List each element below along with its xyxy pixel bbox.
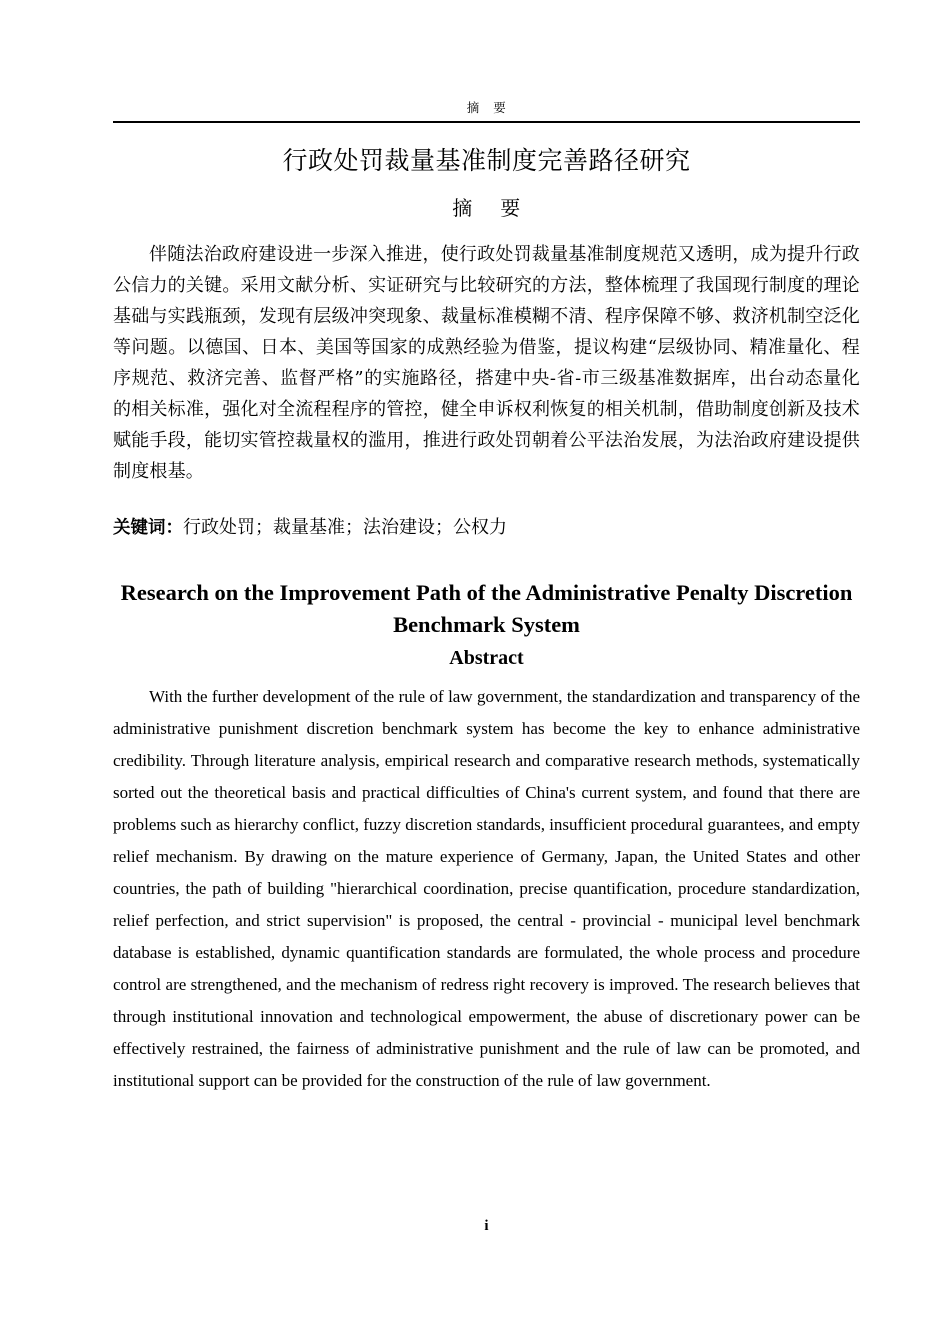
page-footer [113,1218,860,1235]
header-divider [113,121,860,123]
english-abstract-paragraph: With the further development of the rule of law government, the standardization and transparency of the administrative punishment discretion benchmark system has become the key to enhance administrative credibility. Through literature analysis, empirical research and comparative research methods, systematically sorted out the theoretical basis and practical difficulties of China's current system, and found that there are problems such as hierarchy conflict, fuzzy discretion standards, insufficient procedural guarantees, and empty relief mechanism. By drawing on the mature experience of Germany, Japan, the United States and other countries, the path of building "hierarchical coordination, precise quantification, procedure standardization, relief perfection, and strict supervision" is proposed, the central - provincial - municipal level benchmark database is established, dynamic quantification standards are formulated, the whole process and procedure control are strengthened, and the mechanism of redress right recovery is improved. The research believes that through institutional innovation and technological empowerment, the abuse of discretionary power can be effectively restrained, the fairness of administrative punishment and the rule of law can be promoted, and institutional support can be provided for the construction of the rule of law government. [113,686,860,1090]
page-header [113,100,860,131]
english-abstract-heading: Abstract [449,646,524,669]
chinese-title: 行政处罚裁量基准制度完善路径研究 [282,146,691,175]
page-content [113,140,860,1097]
page-number: i [484,1218,489,1234]
chinese-abstract-heading: 摘 要 [452,195,521,220]
running-head: 摘 要 [466,100,507,115]
chinese-abstract-paragraph: 伴随法治政府建设进一步深入推进，使行政处罚裁量基准制度规范又透明，成为提升行政公信力的关键。采用文献分析、实证研究与比较研究的方法，整体梳理了我国现行制度的理论基础与实践瓶颈，发现有层级冲突现象、裁量标准模糊不清、程序保障不够、救济机制空泛化等问题。以德国、日本、美国等国家的成熟经验为借鉴，提议构建“层级协同、精准量化、程序规范、救济完善、监督严格”的实施路径，搭建中央-省-市三级基准数据库，出台动态量化的相关标准，强化对全流程程序的管控，健全申诉权利恢复的相关机制，借助制度创新及技术赋能手段，能切实管控裁量权的滥用，推进行政处罚朝着公平法治发展，为法治政府建设提供制度根基。 [113,243,860,482]
chinese-keywords-label: 关键词： [113,517,183,538]
english-title: Research on the Improvement Path of the Administrative Penalty Discretion Benchmark System [120,579,853,637]
chinese-keywords-values: 行政处罚；裁量基准；法治建设；公权力 [183,516,507,538]
chinese-keywords-line [113,487,860,543]
